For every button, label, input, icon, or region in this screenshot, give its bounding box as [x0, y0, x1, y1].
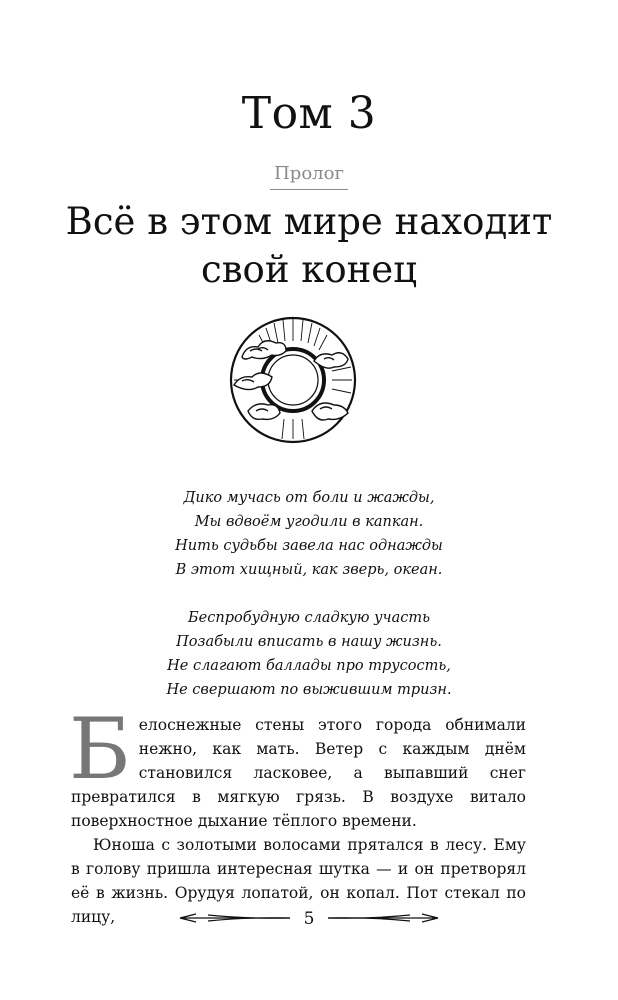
- section-label: [0, 162, 618, 190]
- poem-line: Не слагают баллады про трусость,: [167, 658, 451, 674]
- poem-stanza-1: [0, 486, 618, 582]
- paragraph-1-text: елоснежные стены этого города обнимали нежно, как мать. Ветер с каждым днём становился ласковее, а выпавший снег превратился в мягкую грязь. В воздухе витало поверхностное дыхание тёплого времени.: [71, 716, 526, 830]
- section-label-text: Пролог: [270, 162, 348, 190]
- poem-line: Не свершают по выжившим тризн.: [166, 682, 452, 698]
- poem-line: Позабыли вписать в нашу жизнь.: [176, 634, 442, 650]
- poem-line: Беспробудную сладкую участь: [188, 610, 430, 626]
- volume-title: Том 3: [241, 88, 377, 139]
- epigraph-poem: [0, 486, 618, 726]
- poem-line: Мы вдвоём угодили в капкан.: [194, 514, 424, 530]
- paragraph-1: [69, 700, 526, 833]
- body-text: [69, 700, 526, 929]
- poem-line: В этот хищный, как зверь, океан.: [175, 562, 443, 578]
- page-footer: [178, 906, 440, 934]
- drop-cap: Б: [69, 700, 131, 798]
- page-number: 5: [303, 909, 315, 929]
- chapter-title-line-2: свой конец: [200, 248, 417, 291]
- poem-stanza-2: [0, 606, 618, 702]
- sun-clouds-emblem-icon: [228, 315, 358, 445]
- chapter-title-line-1: Всё в этом мире находит: [65, 200, 553, 243]
- paragraph-2: Юноша с золотыми волосами прятался в лесу. Ему в голову пришла интересная шутка — и он претворял её в жизнь. Орудуя лопатой, он копал. Пот стекал по лицу,: [71, 836, 526, 926]
- poem-line: Дико мучась от боли и жажды,: [183, 490, 435, 506]
- chapter-title: [40, 198, 578, 294]
- poem-line: Нить судьбы завела нас однажды: [175, 538, 443, 554]
